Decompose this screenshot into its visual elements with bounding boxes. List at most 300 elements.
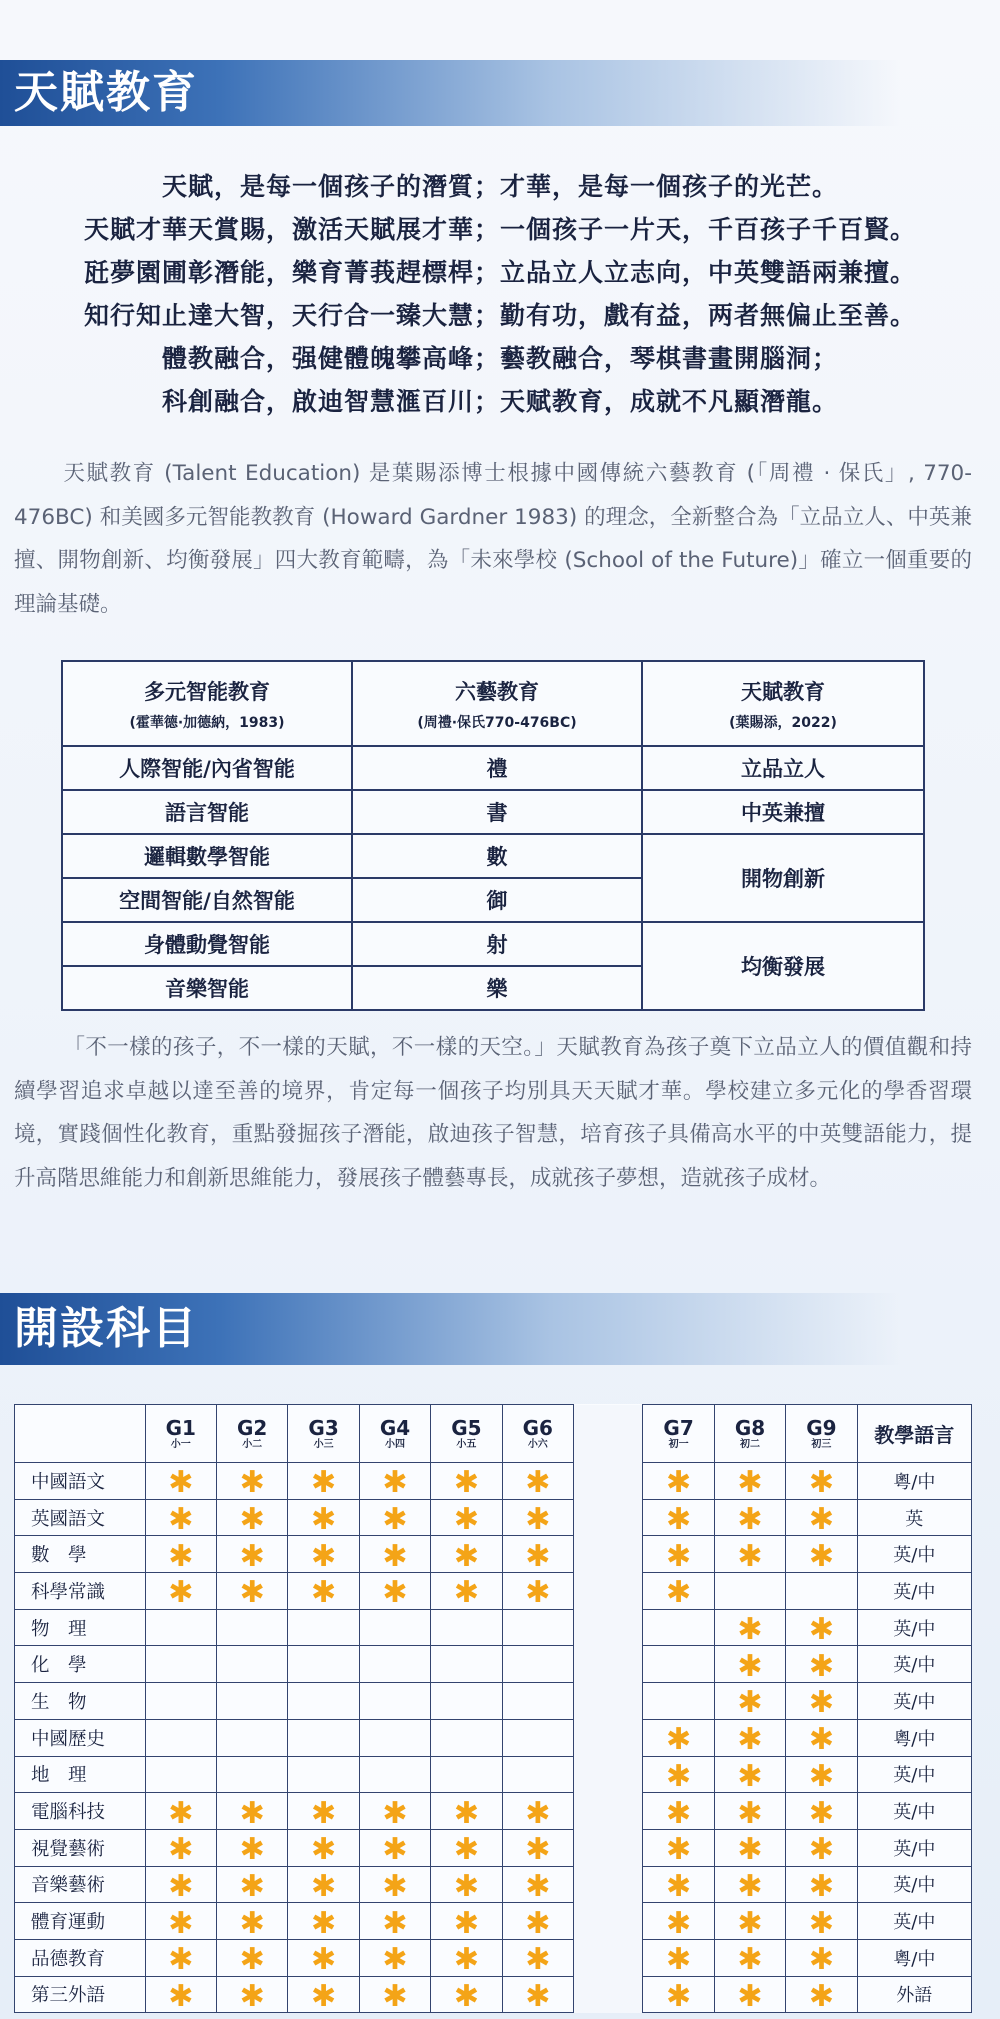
edu-cell-six: 數: [352, 834, 642, 878]
grade-cell: [216, 1903, 287, 1940]
table-row: [15, 1719, 972, 1756]
asterisk-icon: ✱: [737, 1905, 763, 1941]
grade-cell: [786, 1829, 857, 1866]
asterisk-icon: ✱: [666, 1868, 692, 1904]
table-row: [15, 1756, 972, 1793]
asterisk-icon: ✱: [168, 1832, 194, 1868]
asterisk-icon: ✱: [666, 1722, 692, 1758]
subject-name: 中國語文: [15, 1463, 146, 1500]
grade-cell: [431, 1903, 502, 1940]
grade-cell: [359, 1536, 430, 1573]
grade-gap: [574, 1405, 643, 1463]
subject-name: 地 理: [15, 1756, 146, 1793]
subjects-table: [14, 1404, 972, 2013]
subject-name: 視覺藝術: [15, 1829, 146, 1866]
table-row: [15, 1976, 972, 2013]
table-row: [15, 1573, 972, 1610]
grade-header: G8 初二: [714, 1405, 785, 1463]
asterisk-icon: ✱: [525, 1795, 551, 1831]
grade-cell: [502, 1463, 573, 1500]
asterisk-icon: ✱: [525, 1832, 551, 1868]
teaching-language: 英/中: [857, 1573, 971, 1610]
grade-cell: [502, 1903, 573, 1940]
grade-cell: [714, 1903, 785, 1940]
subject-name: 電腦科技: [15, 1793, 146, 1830]
subject-name: 第三外語: [15, 1976, 146, 2013]
asterisk-icon: ✱: [808, 1942, 834, 1978]
grade-cell: [288, 1756, 359, 1793]
teaching-language: 英: [857, 1499, 971, 1536]
asterisk-icon: ✱: [525, 1538, 551, 1574]
grade-cell: [145, 1499, 216, 1536]
grade-cell: [502, 1976, 573, 2013]
poem-line: 科創融合，啟迪智慧滙百川；天赋教育，成就不凡顯潛龍。: [161, 387, 838, 416]
edu-header-mi: 多元智能教育 (霍華德·加德納，1983): [62, 661, 352, 746]
grade-cell: [786, 1793, 857, 1830]
grade-cell: [643, 1866, 714, 1903]
grade-cell: [431, 1536, 502, 1573]
grade-gap: [574, 1646, 643, 1683]
grade-cell: [288, 1793, 359, 1830]
grade-cell: [359, 1499, 430, 1536]
subjects-header-blank: [15, 1405, 146, 1463]
asterisk-icon: ✱: [168, 1538, 194, 1574]
teaching-language: 英/中: [857, 1756, 971, 1793]
asterisk-icon: ✱: [453, 1538, 479, 1574]
grade-cell: [145, 1646, 216, 1683]
teaching-language: 英/中: [857, 1793, 971, 1830]
edu-cell-six: 禮: [352, 746, 642, 790]
subject-name: 化 學: [15, 1646, 146, 1683]
grade-cell: [714, 1976, 785, 2013]
grade-cell: [288, 1719, 359, 1756]
grade-cell: [431, 1939, 502, 1976]
asterisk-icon: ✱: [168, 1942, 194, 1978]
asterisk-icon: ✱: [382, 1538, 408, 1574]
teaching-language: 英/中: [857, 1866, 971, 1903]
grade-cell: [502, 1683, 573, 1720]
language-header: 教學語言: [857, 1405, 971, 1463]
asterisk-icon: ✱: [168, 1905, 194, 1941]
grade-cell: [216, 1463, 287, 1500]
poem-line: 知行知止達大智，天行合一臻大慧；勤有功，戲有益，两者無偏止至善。: [83, 301, 916, 330]
grade-cell: [786, 1939, 857, 1976]
grade-cell: [216, 1646, 287, 1683]
grade-cell: [643, 1829, 714, 1866]
asterisk-icon: ✱: [525, 1978, 551, 2014]
subject-name: 科學常識: [15, 1573, 146, 1610]
grade-cell: [145, 1463, 216, 1500]
grade-cell: [502, 1573, 573, 1610]
section-header-talent: [0, 60, 1000, 126]
subject-name: 體育運動: [15, 1903, 146, 1940]
asterisk-icon: ✱: [311, 1465, 337, 1501]
subject-name: 數 學: [15, 1536, 146, 1573]
asterisk-icon: ✱: [737, 1502, 763, 1538]
asterisk-icon: ✱: [311, 1905, 337, 1941]
asterisk-icon: ✱: [737, 1612, 763, 1648]
grade-cell: [714, 1793, 785, 1830]
asterisk-icon: ✱: [168, 1868, 194, 1904]
grade-cell: [288, 1499, 359, 1536]
asterisk-icon: ✱: [453, 1832, 479, 1868]
grade-cell: [714, 1573, 785, 1610]
table-row: [15, 1939, 972, 1976]
poem-line: 天賦才華天賞賜，激活天賦展才華；一個孩子一片天，千百孩子千百賢。: [83, 215, 916, 244]
asterisk-icon: ✱: [239, 1868, 265, 1904]
teaching-language: 英/中: [857, 1646, 971, 1683]
grade-cell: [288, 1463, 359, 1500]
grade-cell: [714, 1829, 785, 1866]
asterisk-icon: ✱: [453, 1465, 479, 1501]
intro-paragraph: 天賦教育 (Talent Education) 是葉賜添博士根據中國傳統六藝教育 (「周禮 · 保氏」, 770-476BC) 和美國多元智能教教育 (Howard Gardner 1983) 的理念，全新整合為「立品立人、中英兼擅、開物創新、均衡發展」四大教育範疇，為「未來學校 (School of the Future)」確立一個重要的理論基礎。: [14, 461, 972, 617]
asterisk-icon: ✱: [666, 1795, 692, 1831]
asterisk-icon: ✱: [666, 1978, 692, 2014]
grade-cell: [359, 1609, 430, 1646]
grade-header: G6 小六: [502, 1405, 573, 1463]
subject-name: 品德教育: [15, 1939, 146, 1976]
asterisk-icon: ✱: [168, 1465, 194, 1501]
asterisk-icon: ✱: [382, 1465, 408, 1501]
asterisk-icon: ✱: [525, 1905, 551, 1941]
teaching-language: 外語: [857, 1976, 971, 2013]
education-comparison-table: [61, 660, 925, 1011]
grade-cell: [502, 1939, 573, 1976]
asterisk-icon: ✱: [453, 1795, 479, 1831]
grade-cell: [145, 1829, 216, 1866]
grade-cell: [216, 1793, 287, 1830]
asterisk-icon: ✱: [808, 1612, 834, 1648]
grade-cell: [216, 1609, 287, 1646]
grade-cell: [714, 1609, 785, 1646]
edu-cell-talent: 中英兼擅: [642, 790, 924, 834]
grade-gap: [574, 1829, 643, 1866]
grade-gap: [574, 1463, 643, 1500]
grade-cell: [786, 1573, 857, 1610]
grade-gap: [574, 1573, 643, 1610]
grade-cell: [359, 1976, 430, 2013]
grade-cell: [502, 1719, 573, 1756]
grade-header: G4 小四: [359, 1405, 430, 1463]
asterisk-icon: ✱: [737, 1942, 763, 1978]
section-title: 開設科目: [14, 1303, 198, 1354]
edu-cell-mi: 音樂智能: [62, 966, 352, 1010]
teaching-language: 英/中: [857, 1683, 971, 1720]
edu-cell-six: 樂: [352, 966, 642, 1010]
grade-cell: [359, 1829, 430, 1866]
edu-cell-mi: 人際智能/內省智能: [62, 746, 352, 790]
teaching-language: 粵/中: [857, 1463, 971, 1500]
asterisk-icon: ✱: [808, 1502, 834, 1538]
asterisk-icon: ✱: [382, 1868, 408, 1904]
subject-name: 音樂藝術: [15, 1866, 146, 1903]
grade-cell: [502, 1756, 573, 1793]
grade-cell: [714, 1939, 785, 1976]
asterisk-icon: ✱: [737, 1538, 763, 1574]
asterisk-icon: ✱: [239, 1832, 265, 1868]
grade-cell: [431, 1756, 502, 1793]
grade-cell: [714, 1756, 785, 1793]
grade-cell: [359, 1719, 430, 1756]
asterisk-icon: ✱: [168, 1502, 194, 1538]
grade-cell: [714, 1683, 785, 1720]
grade-gap: [574, 1683, 643, 1720]
grade-cell: [643, 1903, 714, 1940]
grade-cell: [502, 1536, 573, 1573]
asterisk-icon: ✱: [453, 1868, 479, 1904]
edu-header-six-arts: 六藝教育 (周禮·保氏770-476BC): [352, 661, 642, 746]
grade-cell: [288, 1939, 359, 1976]
asterisk-icon: ✱: [382, 1795, 408, 1831]
philosophy-paragraph: 「不一樣的孩子，不一樣的天賦，不一樣的天空。」天賦教育為孩子奠下立品立人的價值觀和持續學習追求卓越以達至善的境界，肯定每一個孩子均別具天天賦才華。學校建立多元化的學香習環境，實踐個性化教育，重點發掘孩子潛能，啟迪孩子智慧，培育孩子具備高水平的中英雙語能力，提升高階思維能力和創新思維能力，發展孩子體藝專長，成就孩子夢想，造就孩子成材。: [14, 1035, 972, 1191]
grade-cell: [359, 1573, 430, 1610]
asterisk-icon: ✱: [382, 1905, 408, 1941]
table-row: [15, 1829, 972, 1866]
grade-cell: [216, 1756, 287, 1793]
grade-cell: [216, 1829, 287, 1866]
grade-cell: [145, 1719, 216, 1756]
asterisk-icon: ✱: [311, 1978, 337, 2014]
asterisk-icon: ✱: [525, 1868, 551, 1904]
asterisk-icon: ✱: [168, 1978, 194, 2014]
grade-cell: [714, 1536, 785, 1573]
table-row: [15, 1499, 972, 1536]
asterisk-icon: ✱: [311, 1832, 337, 1868]
grade-cell: [288, 1536, 359, 1573]
grade-gap: [574, 1976, 643, 2013]
grade-cell: [786, 1866, 857, 1903]
asterisk-icon: ✱: [737, 1832, 763, 1868]
teaching-language: 英/中: [857, 1536, 971, 1573]
grade-gap: [574, 1866, 643, 1903]
table-row: [15, 1903, 972, 1940]
subject-name: 中國歷史: [15, 1719, 146, 1756]
asterisk-icon: ✱: [168, 1575, 194, 1611]
grade-cell: [359, 1463, 430, 1500]
grade-cell: [643, 1646, 714, 1683]
asterisk-icon: ✱: [239, 1978, 265, 2014]
edu-cell-talent: 立品立人: [642, 746, 924, 790]
grade-cell: [502, 1829, 573, 1866]
grade-cell: [145, 1793, 216, 1830]
edu-cell-mi: 身體動覺智能: [62, 922, 352, 966]
grade-cell: [216, 1866, 287, 1903]
edu-header-talent: 天賦教育 (葉賜添，2022): [642, 661, 924, 746]
asterisk-icon: ✱: [525, 1942, 551, 1978]
poem-line: 體教融合，强健體魄攀高峰；藝教融合，琴棋書畫開腦洞；: [161, 344, 838, 373]
asterisk-icon: ✱: [808, 1758, 834, 1794]
grade-cell: [145, 1903, 216, 1940]
asterisk-icon: ✱: [453, 1502, 479, 1538]
asterisk-icon: ✱: [239, 1942, 265, 1978]
grade-cell: [714, 1499, 785, 1536]
poem-line: 天賦，是每一個孩子的潛質；才華，是每一個孩子的光芒。: [161, 172, 838, 201]
asterisk-icon: ✱: [525, 1465, 551, 1501]
grade-cell: [786, 1903, 857, 1940]
asterisk-icon: ✱: [808, 1795, 834, 1831]
edu-cell-six: 御: [352, 878, 642, 922]
asterisk-icon: ✱: [666, 1538, 692, 1574]
asterisk-icon: ✱: [239, 1465, 265, 1501]
asterisk-icon: ✱: [808, 1465, 834, 1501]
grade-cell: [431, 1976, 502, 2013]
grade-gap: [574, 1719, 643, 1756]
asterisk-icon: ✱: [737, 1868, 763, 1904]
grade-cell: [431, 1866, 502, 1903]
asterisk-icon: ✱: [239, 1538, 265, 1574]
grade-cell: [431, 1573, 502, 1610]
grade-header: G3 小三: [288, 1405, 359, 1463]
asterisk-icon: ✱: [666, 1758, 692, 1794]
grade-cell: [359, 1903, 430, 1940]
asterisk-icon: ✱: [737, 1795, 763, 1831]
grade-cell: [786, 1683, 857, 1720]
table-row: [15, 1536, 972, 1573]
grade-cell: [288, 1573, 359, 1610]
edu-cell-mi: 語言智能: [62, 790, 352, 834]
asterisk-icon: ✱: [666, 1905, 692, 1941]
grade-gap: [574, 1903, 643, 1940]
poem-line: 瓩夢園圃彰潛能，樂育菁莪趕標桿；立品立人立志向，中英雙語兩兼擅。: [83, 258, 916, 287]
grade-cell: [502, 1866, 573, 1903]
asterisk-icon: ✱: [239, 1575, 265, 1611]
grade-cell: [431, 1609, 502, 1646]
asterisk-icon: ✱: [737, 1465, 763, 1501]
asterisk-icon: ✱: [666, 1502, 692, 1538]
grade-cell: [288, 1609, 359, 1646]
asterisk-icon: ✱: [808, 1538, 834, 1574]
table-row: [15, 1683, 972, 1720]
subjects-table-container: [14, 1404, 972, 2013]
grade-gap: [574, 1756, 643, 1793]
grade-gap: [574, 1499, 643, 1536]
grade-cell: [786, 1646, 857, 1683]
asterisk-icon: ✱: [453, 1905, 479, 1941]
grade-cell: [431, 1463, 502, 1500]
asterisk-icon: ✱: [311, 1538, 337, 1574]
grade-cell: [643, 1719, 714, 1756]
grade-cell: [216, 1719, 287, 1756]
grade-cell: [786, 1499, 857, 1536]
asterisk-icon: ✱: [239, 1502, 265, 1538]
grade-cell: [786, 1463, 857, 1500]
grade-cell: [643, 1939, 714, 1976]
asterisk-icon: ✱: [382, 1978, 408, 2014]
asterisk-icon: ✱: [311, 1795, 337, 1831]
grade-cell: [643, 1793, 714, 1830]
grade-cell: [643, 1609, 714, 1646]
grade-cell: [359, 1646, 430, 1683]
asterisk-icon: ✱: [737, 1758, 763, 1794]
grade-cell: [431, 1793, 502, 1830]
grade-cell: [431, 1719, 502, 1756]
table-row: [15, 1463, 972, 1500]
grade-cell: [502, 1499, 573, 1536]
grade-cell: [786, 1609, 857, 1646]
grade-cell: [431, 1829, 502, 1866]
subjects-header-row: [15, 1405, 972, 1463]
teaching-language: 英/中: [857, 1609, 971, 1646]
asterisk-icon: ✱: [311, 1575, 337, 1611]
asterisk-icon: ✱: [666, 1942, 692, 1978]
grade-cell: [288, 1683, 359, 1720]
table-row: [15, 1646, 972, 1683]
asterisk-icon: ✱: [168, 1795, 194, 1831]
grade-cell: [145, 1976, 216, 2013]
grade-header: G5 小五: [431, 1405, 502, 1463]
asterisk-icon: ✱: [808, 1648, 834, 1684]
grade-cell: [359, 1683, 430, 1720]
grade-cell: [714, 1719, 785, 1756]
grade-header: G1 小一: [145, 1405, 216, 1463]
edu-cell-six: 書: [352, 790, 642, 834]
grade-cell: [502, 1646, 573, 1683]
asterisk-icon: ✱: [239, 1795, 265, 1831]
grade-cell: [643, 1976, 714, 2013]
asterisk-icon: ✱: [737, 1722, 763, 1758]
asterisk-icon: ✱: [808, 1868, 834, 1904]
grade-cell: [359, 1793, 430, 1830]
grade-cell: [786, 1536, 857, 1573]
grade-cell: [145, 1609, 216, 1646]
edu-cell-talent: 開物創新: [642, 834, 924, 922]
grade-cell: [288, 1829, 359, 1866]
asterisk-icon: ✱: [737, 1648, 763, 1684]
edu-cell-mi: 邏輯數學智能: [62, 834, 352, 878]
grade-cell: [216, 1939, 287, 1976]
asterisk-icon: ✱: [808, 1905, 834, 1941]
grade-cell: [431, 1646, 502, 1683]
table-row: [15, 1866, 972, 1903]
grade-cell: [502, 1609, 573, 1646]
grade-cell: [145, 1536, 216, 1573]
grade-cell: [359, 1866, 430, 1903]
asterisk-icon: ✱: [808, 1685, 834, 1721]
asterisk-icon: ✱: [808, 1978, 834, 2014]
grade-header: G7 初一: [643, 1405, 714, 1463]
grade-gap: [574, 1609, 643, 1646]
grade-cell: [288, 1903, 359, 1940]
grade-cell: [786, 1756, 857, 1793]
grade-cell: [288, 1976, 359, 2013]
section-header-subjects: [0, 1293, 1000, 1365]
grade-cell: [643, 1683, 714, 1720]
grade-cell: [643, 1463, 714, 1500]
subject-name: 物 理: [15, 1609, 146, 1646]
grade-cell: [786, 1719, 857, 1756]
grade-cell: [145, 1866, 216, 1903]
poem-block: [0, 165, 1000, 423]
teaching-language: 粵/中: [857, 1939, 971, 1976]
grade-cell: [786, 1976, 857, 2013]
asterisk-icon: ✱: [382, 1832, 408, 1868]
grade-cell: [714, 1646, 785, 1683]
asterisk-icon: ✱: [311, 1502, 337, 1538]
asterisk-icon: ✱: [808, 1832, 834, 1868]
asterisk-icon: ✱: [453, 1942, 479, 1978]
grade-cell: [359, 1756, 430, 1793]
subject-name: 英國語文: [15, 1499, 146, 1536]
grade-cell: [431, 1683, 502, 1720]
grade-cell: [216, 1683, 287, 1720]
grade-cell: [643, 1499, 714, 1536]
asterisk-icon: ✱: [239, 1905, 265, 1941]
edu-cell-six: 射: [352, 922, 642, 966]
grade-cell: [288, 1866, 359, 1903]
grade-header: G9 初三: [786, 1405, 857, 1463]
grade-cell: [145, 1573, 216, 1610]
grade-cell: [502, 1793, 573, 1830]
